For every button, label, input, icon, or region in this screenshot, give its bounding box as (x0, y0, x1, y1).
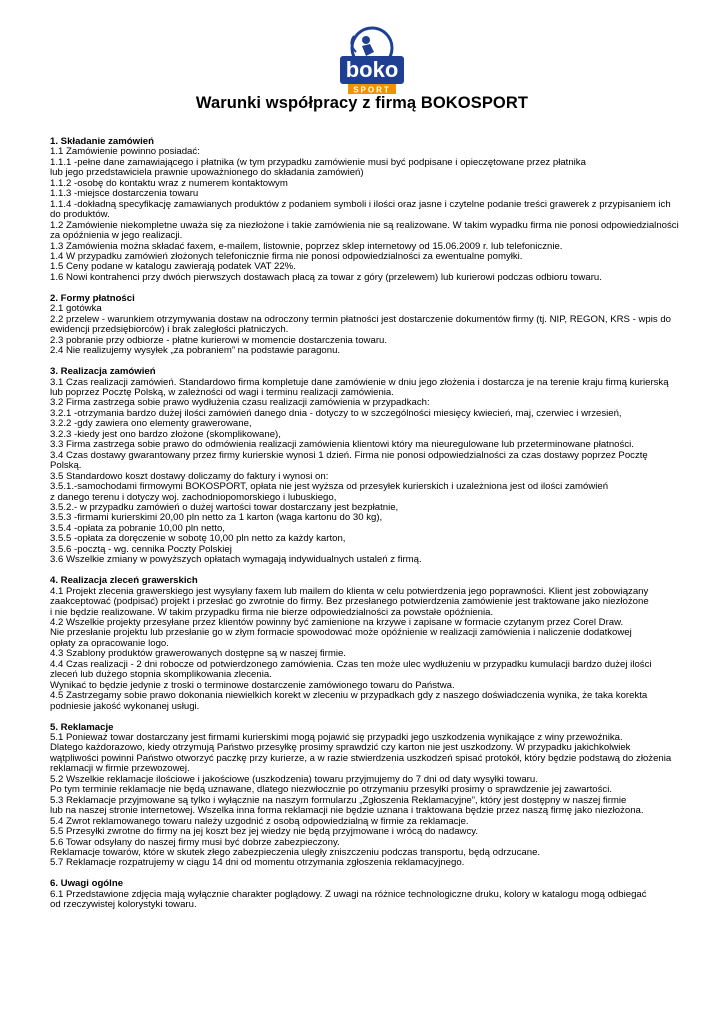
logo-wordmark: boko (345, 57, 399, 82)
section-paragraph: 4.4 Czas realizacji - 2 dni robocze od potwierdzonego zamówienia. Czas ten może ulec wydłużeniu w przypadku kumulacji bardzo dużej ilości zleceń lub dużego stopnia skomplikowania zlecenia. Wynikać to będzie jedynie z troski o terminowe dostarczenie zamówionego towaru do Państwa. (50, 658, 652, 691)
section-paragraph: 3.5 Standardowo koszt dostawy doliczamy do faktury i wynosi on: (50, 470, 329, 482)
section-heading: 2. Formy płatności (50, 292, 135, 304)
section-1 (50, 137, 690, 283)
section-paragraph: 1.1.1 -pełne dane zamawiającego i płatnika (w tym przypadku zamówienie musi być podpisane i opieczętowane przez płatnika lub jego przedstawiciela prawnie upoważnionego do składania zamówień) (50, 156, 586, 179)
section-paragraph: 4.1 Projekt zlecenia grawerskiego jest wysyłany faxem lub mailem do klienta w celu potwierdzenia jego poprawności. Klient jest zobowiązany zaakceptować (podpisać) projekt i przesłać go zwrotnie do firmy. Bez przesłanego potwierdzenia zamówienie jest traktowane jako niezłożone i nie będzie realizowane. W takim przypadku firma nie bierze odpowiedzialności za powstałe opóźnienia. (50, 585, 649, 618)
section-paragraph: 4.2 Wszelkie projekty przesyłane przez klientów powinny być zamienione na krzywe i zapisane w formacie czytanym przez Corel Draw. Nie przesłanie projektu lub przesłanie go w złym formacie spowodować może opóźnienie w realizacji zamówienia i naliczenie dodatkowej opłaty za opracowanie logo. (50, 616, 632, 649)
section-paragraph: 2.2 przelew - warunkiem otrzymywania dostaw na odroczony termin płatności jest dostarczenie dokumentów firmy (tj. NIP, REGON, KRS - wpis do ewidencji przedsiębiorców) i brak zaległości płatniczych. (50, 313, 671, 336)
section-paragraph: 3.6 Wszelkie zmiany w powyższych opłatach wymagają indywidualnych ustaleń z firmą. (50, 554, 422, 566)
section-paragraph: 3.5.5 -opłata za doręczenie w sobotę 10,00 pln netto za każdy karton, (50, 533, 346, 545)
section-paragraph: 1.3 Zamówienia można składać faxem, e-mailem, listownie, poprzez sklep internetowy od 15.06.2009 r. lub telefonicznie. (50, 240, 563, 252)
section-paragraph: 3.2 Firma zastrzega sobie prawo wydłużenia czasu realizacji zamówienia w przypadkach: (50, 397, 430, 409)
section-paragraph: 2.3 pobranie przy odbiorze - płatne kurierowi w momencie dostarczenia towaru. (50, 334, 388, 346)
section-paragraph: 1.1.3 -miejsce dostarczenia towaru (50, 188, 199, 200)
section-paragraph: 3.4 Czas dostawy gwarantowany przez firmy kurierskie wynosi 1 dzień. Firma nie ponosi odpowiedzialności za czas dostawy poprzez Pocztę Polską. (50, 449, 648, 472)
section-paragraph: 3.3 Firma zastrzega sobie prawo do odmówienia realizacji zamówienia klientowi który ma nieuregulowane lub przeterminowane płatności. (50, 439, 634, 451)
section-paragraph: 3.2.2 -gdy zawiera ono elementy grawerowane, (50, 418, 252, 430)
section-paragraph: 1.1.2 -osobę do kontaktu wraz z numerem kontaktowym (50, 177, 288, 189)
section-paragraph: 1.5 Ceny podane w katalogu zawierają podatek VAT 22%. (50, 261, 296, 273)
section-paragraph: 3.5.2.- w przypadku zamówień o dużej wartości towar dostarczany jest bezpłatnie, (50, 501, 399, 513)
section-heading: 5. Reklamacje (50, 721, 114, 733)
bokosport-logo (336, 26, 408, 98)
section-paragraph: 2.4 Nie realizujemy wysyłek „za pobraniem” na podstawie paragonu. (50, 345, 341, 357)
section-paragraph: 2.1 gotówka (50, 303, 102, 315)
section-2 (50, 294, 690, 357)
section-paragraph: 3.1 Czas realizacji zamówień. Standardowo firma kompletuje dane zamówienie w dniu jego złożenia i dostarcza je na terenie kraju firmą kurierską lub poprzez Pocztę Polską, w zależności od wagi i terminu realizacji zamówienia. (50, 376, 669, 398)
section-paragraph: 1.6 Nowi kontrahenci przy dwóch pierwszych dostawach płacą za towar z góry (przelewem) lub kurierowi podczas odbioru towaru. (50, 271, 602, 283)
section-paragraph: 1.4 W przypadku zamówień złożonych telefonicznie firma nie ponosi odpowiedzialności za ewentualne pomyłki. (50, 250, 523, 262)
section-paragraph: 3.2.3 -kiedy jest ono bardzo złożone (skomplikowane), (50, 428, 281, 440)
section-paragraph: 5.1 Ponieważ towar dostarczany jest firmami kurierskimi mogą pojawić się przypadki jego uszkodzenia wynikające z winy przewoźnika. Dlatego każdorazowo, kiedy otrzymują Państwo przesyłkę prosimy sprawdzić czy karton nie jest uszkodzony. W przypadku jakichkolwiek wątpliwości powinni Państwo otworzyć paczkę przy kurierze, a w razie stwierdzenia uszkodzeń spisać protokół, który będzie podstawą do złożenia reklamacji w firmie przewozowej. (50, 732, 672, 775)
section-heading: 6. Uwagi ogólne (50, 878, 124, 890)
section-paragraph: 4.5 Zastrzegamy sobie prawo dokonania niewielkich korekt w zleceniu w przypadkach gdy z naszego doświadczenia wynika, że taka korekta podniesie jakość wykonanej usługi. (50, 690, 648, 712)
section-paragraph: 3.5.1.-samochodami firmowymi BOKOSPORT, opłata nie jest wyższa od przesyłek kurierskich i uzależniona jest od ilości zamówień z danego terenu i dotyczy woj. zachodniopomorskiego i lubuskiego, (50, 481, 609, 503)
section-paragraph: 5.2 Wszelkie reklamacje ilościowe i jakościowe (uszkodzenia) towaru przyjmujemy do 7 dni od daty wysyłki towaru. Po tym terminie reklamacje nie będą uznawane, dlatego niezwłocznie po otrzymaniu przesyłki prosimy o sprawdzenie jej zawartości. (50, 773, 613, 796)
section-heading: 4. Realizacja zleceń grawerskich (50, 575, 198, 587)
section-paragraph: 5.3 Reklamacje przyjmowane są tylko i wyłącznie na naszym formularzu „Zgłoszenia Reklamacyjne”, który jest dostępny w naszej firmie lub na naszej stronie internetowej. Wszelka inna forma reklamacji nie będzie uznana i traktowana będzie przez naszą firmę jako niezłożona. (50, 794, 644, 817)
section-paragraph: 5.7 Reklamacje rozpatrujemy w ciągu 14 dni od momentu otrzymania zgłoszenia reklamacyjnego. (50, 857, 465, 869)
section-heading: 1. Składanie zamówień (50, 136, 154, 147)
terms-content (50, 137, 690, 921)
section-paragraph: 4.3 Szablony produktów grawerowanych dostępne są w naszej firmie. (50, 648, 346, 660)
section-3 (50, 367, 690, 566)
section-paragraph: 3.2.1 -otrzymania bardzo dużej ilości zamówień danego dnia - dotyczy to w szczególności miesięcy kwiecień, maj, czerwiec i wrzesień, (50, 407, 622, 419)
section-6 (50, 879, 690, 910)
section-paragraph: 1.2 Zamówienie niekompletne uważa się za niezłożone i takie zamówienia nie są realizowane. W takim wypadku firma nie ponosi odpowiedzialności za opóźnienia w jego realizacji. (50, 219, 679, 242)
section-4 (50, 576, 690, 712)
section-5 (50, 723, 690, 869)
page-title: Warunki współpracy z firmą BOKOSPORT (195, 94, 529, 112)
section-paragraph: 6.1 Przedstawione zdjęcia mają wyłącznie charakter poglądowy. Z uwagi na różnice technologiczne druku, kolory w katalogu mogą odbiegać od rzeczywistej kolorystyki towaru. (50, 888, 647, 911)
section-paragraph: 3.5.4 -opłata za pobranie 10,00 pln netto, (50, 522, 225, 534)
section-heading: 3. Realizacja zamówień (50, 366, 156, 378)
logo-subword: SPORT (353, 85, 391, 95)
section-paragraph: 1.1 Zamówienie powinno posiadać: (50, 146, 200, 158)
section-paragraph: 1.1.4 -dokładną specyfikację zamawianych produktów z podaniem symboli i ilości oraz jasne i czytelne podanie treści grawerek z przypisaniem ich do produktów. (50, 198, 671, 221)
section-paragraph: 5.4 Zwrot reklamowanego towaru należy uzgodnić z osobą odpowiedzialną w firmie za reklamacje. (50, 815, 469, 827)
section-paragraph: 5.6 Towar odsyłany do naszej firmy musi być dobrze zabezpieczony. Reklamacje towarów, które w skutek złego zabezpieczenia uległy zniszczeniu podczas transportu, będą odrzucane. (50, 836, 541, 858)
section-paragraph: 5.5 Przesyłki zwrotne do firmy na jej koszt bez jej wiedzy nie będą przyjmowane i wrócą do nadawcy. (50, 826, 478, 838)
section-paragraph: 3.5.3 -firmami kurierskimi 20,00 pln netto za 1 karton (waga kartonu do 30 kg), (50, 512, 383, 524)
section-paragraph: 3.5.6 -pocztą - wg. cennika Poczty Polskiej (50, 543, 232, 555)
